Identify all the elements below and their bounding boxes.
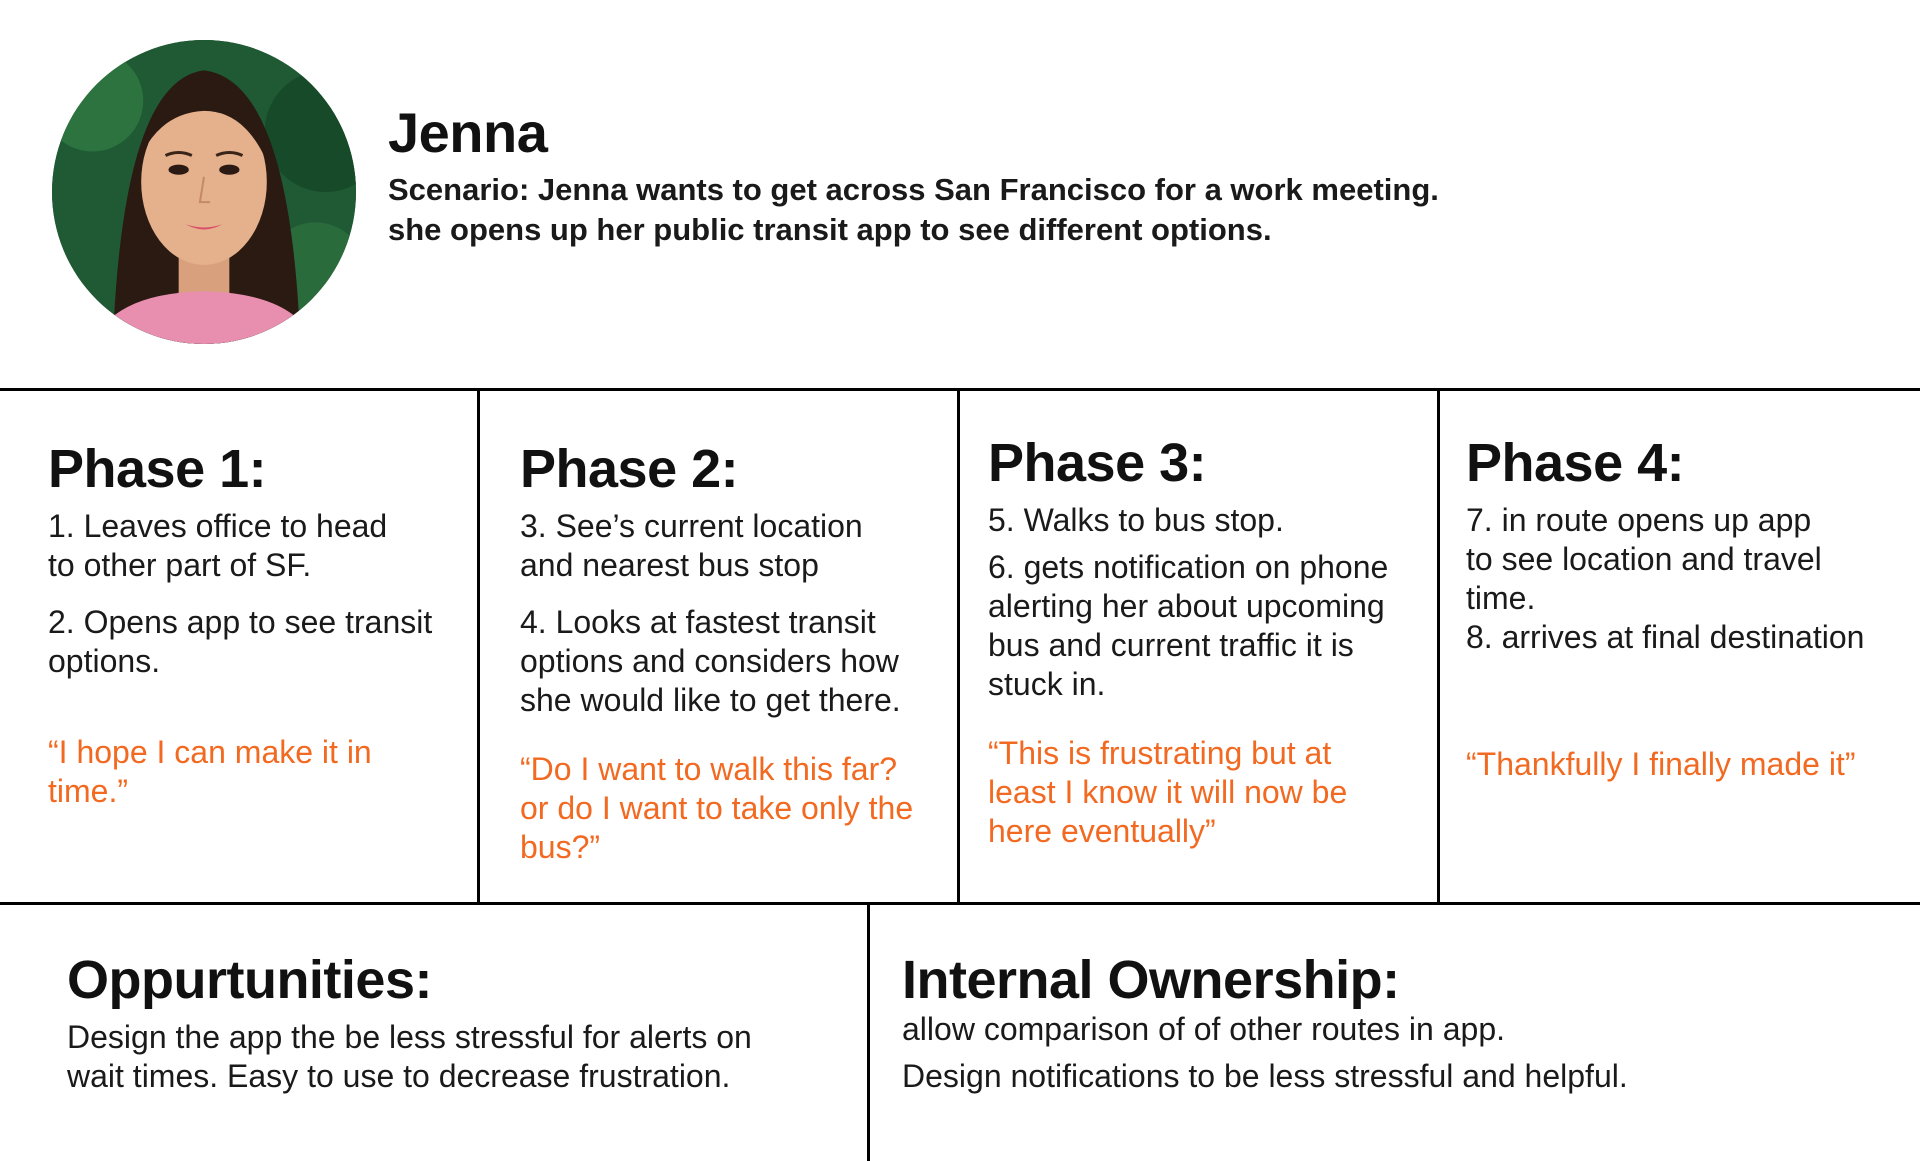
ownership-title: Internal Ownership:	[902, 950, 1400, 1010]
phase-title: Phase 2:	[520, 439, 739, 499]
opportunities-title: Oppurtunities:	[67, 950, 432, 1010]
phase-2-column	[520, 437, 950, 867]
phase-step: 3. See’s current location and nearest bus stop	[520, 508, 863, 583]
phase-step: 1. Leaves office to head to other part of SF.	[48, 508, 388, 583]
opportunities-text: Design the app the be less stressful for alerts on wait times. Easy to use to decrease frustration.	[67, 1019, 752, 1094]
ownership-line: Design notifications to be less stressful and helpful.	[902, 1058, 1628, 1094]
phase-quote: “Thankfully I finally made it”	[1466, 746, 1856, 782]
persona-photo-icon	[52, 40, 356, 344]
phase-title: Phase 3:	[988, 433, 1207, 493]
bottom-divider	[867, 902, 870, 1161]
phase-title: Phase 4:	[1466, 433, 1685, 493]
phase-4-column	[1466, 431, 1916, 784]
phase-quote: “Do I want to walk this far? or do I want to take only the bus?”	[520, 751, 914, 865]
persona-name: Jenna	[388, 101, 548, 164]
phase-step: 7. in route opens up app to see location and travel time.	[1466, 502, 1822, 616]
phase-step: 4. Looks at fastest transit options and considers how she would like to get there.	[520, 604, 901, 718]
phase-step: 6. gets notification on phone alerting her about upcoming bus and current traffic it is stuck in.	[988, 549, 1389, 702]
scenario-line: she opens up her public transit app to see different options.	[388, 212, 1272, 247]
phase-3-column	[988, 431, 1428, 851]
phase-step: 5. Walks to bus stop.	[988, 502, 1284, 538]
scenario-text	[388, 170, 1588, 250]
phase-quote: “This is frustrating but at least I know it will now be here eventually”	[988, 735, 1348, 849]
phase-title: Phase 1:	[48, 439, 267, 499]
phase-divider	[1437, 388, 1440, 904]
phase-bottom-rule	[0, 902, 1920, 905]
opportunities-section	[67, 948, 857, 1096]
phase-step: 8. arrives at final destination	[1466, 619, 1865, 655]
ownership-line: allow comparison of of other routes in app.	[902, 1011, 1505, 1047]
phase-divider	[477, 388, 480, 904]
phase-step: 2. Opens app to see transit options.	[48, 604, 433, 679]
phase-top-rule	[0, 388, 1920, 391]
phase-1-column	[48, 437, 468, 811]
phase-quote: “I hope I can make it in time.”	[48, 734, 372, 809]
phase-divider	[957, 388, 960, 904]
persona-avatar	[52, 40, 356, 344]
ownership-section	[902, 948, 1902, 1096]
scenario-line: Scenario: Jenna wants to get across San Francisco for a work meeting.	[388, 172, 1439, 207]
